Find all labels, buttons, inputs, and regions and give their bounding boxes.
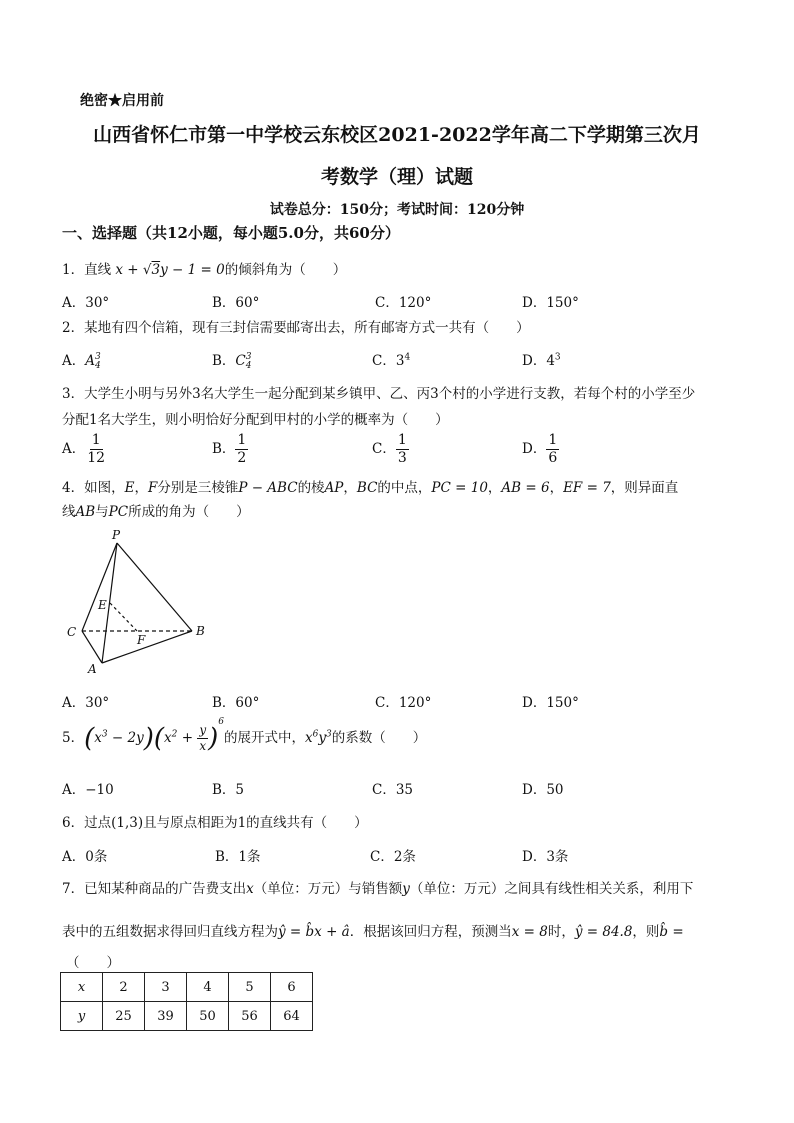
fraction-numerator: 1 bbox=[91, 432, 101, 448]
q1-option-d[interactable]: D．150° bbox=[522, 295, 579, 311]
question-7-line1 bbox=[62, 877, 693, 897]
vertex-label-b: B bbox=[196, 624, 205, 638]
q4-text: 所成的角为（ ） bbox=[128, 504, 250, 520]
table-cell: 6 bbox=[271, 973, 313, 1002]
q4-eq-ab: AB = 6 bbox=[501, 480, 550, 496]
table-cell: 56 bbox=[229, 1002, 271, 1031]
q5-mid: 的展开式中， bbox=[223, 730, 305, 746]
q7-sym-x: x bbox=[246, 881, 254, 897]
table-cell: 39 bbox=[145, 1002, 187, 1031]
q4-option-d[interactable]: D．150° bbox=[522, 695, 579, 711]
q2-option-a-label: A． bbox=[62, 353, 86, 369]
q4-sym-pabc: P − ABC bbox=[238, 480, 298, 496]
table-cell: 4 bbox=[187, 973, 229, 1002]
table-cell: 64 bbox=[271, 1002, 313, 1031]
question-3-line1: 3．大学生小明与另外3名大学生一起分配到某乡镇甲、乙、丙3个村的小学进行支教，若每个村的小学至少 bbox=[62, 386, 696, 402]
point-label-e: E bbox=[98, 598, 107, 612]
table-cell: 25 bbox=[103, 1002, 145, 1031]
q3-option-b-label: B． bbox=[212, 441, 236, 457]
q1-option-c[interactable]: C．120° bbox=[375, 295, 432, 311]
edge-ab bbox=[102, 631, 192, 663]
table-cell: y bbox=[61, 1002, 103, 1031]
confidential-mark: 绝密★启用前 bbox=[80, 93, 164, 109]
q4-sym-f: F bbox=[147, 480, 158, 496]
q2-option-b-expr: C 3 4 bbox=[235, 351, 252, 371]
exam-title-line2: 考数学（理）试题 bbox=[320, 166, 473, 188]
q6-option-d[interactable]: D．3条 bbox=[522, 849, 569, 865]
question-6: 6．过点(1,3)且与原点相距为1的直线共有（ ） bbox=[62, 815, 368, 831]
q7-text: ，则 bbox=[632, 924, 660, 940]
exam-title-line1: 山西省怀仁市第一中学校云东校区2021-2022学年高二下学期第三次月 bbox=[93, 124, 701, 146]
edge-ca bbox=[82, 631, 102, 663]
q4-option-a[interactable]: A．30° bbox=[62, 695, 110, 711]
q7-text: （单位：万元）与销售额 bbox=[253, 881, 403, 897]
question-7-line2 bbox=[62, 920, 684, 940]
q5-post: 的系数（ ） bbox=[331, 730, 427, 746]
q4-eq-ef: EF = 7 bbox=[563, 480, 611, 496]
edge-pb bbox=[117, 543, 192, 631]
q7-text: 时， bbox=[547, 924, 575, 940]
fraction-denominator: 3 bbox=[397, 450, 407, 466]
q1-option-a[interactable]: A．30° bbox=[62, 295, 110, 311]
q4-sym-bc: BC bbox=[356, 480, 378, 496]
q6-option-a[interactable]: A．0条 bbox=[62, 849, 108, 865]
table-row bbox=[61, 973, 313, 1002]
q4-text: ， bbox=[487, 480, 502, 496]
q2-option-c-label: C． bbox=[372, 353, 396, 369]
q2-option-b-label: B． bbox=[212, 353, 236, 369]
fraction-denominator: 2 bbox=[237, 450, 247, 466]
q2-option-a[interactable] bbox=[62, 349, 101, 371]
q4-text: 与 bbox=[95, 504, 109, 520]
q7-sym-y: y bbox=[402, 881, 410, 897]
q5-option-d[interactable]: D．50 bbox=[522, 782, 564, 798]
q3-option-c-label: C． bbox=[372, 441, 396, 457]
q2-option-c[interactable] bbox=[372, 349, 410, 369]
q3-option-d-label: D． bbox=[522, 441, 547, 457]
q1-option-b[interactable]: B．60° bbox=[212, 295, 260, 311]
q4-sym-e: E bbox=[124, 480, 135, 496]
q4-text: 的棱 bbox=[297, 480, 325, 496]
q3-option-a-label: A． bbox=[62, 441, 86, 457]
q2-option-d[interactable] bbox=[522, 349, 561, 369]
q3-option-b-fraction bbox=[235, 432, 248, 467]
pyramid-figure bbox=[62, 525, 222, 680]
fraction-numerator: 1 bbox=[548, 432, 558, 448]
q4-option-b[interactable]: B．60° bbox=[212, 695, 260, 711]
q3-option-c[interactable] bbox=[372, 432, 409, 467]
q7-text: ．根据该回归方程，预测当 bbox=[349, 924, 512, 940]
q5-option-a[interactable]: A．−10 bbox=[62, 782, 114, 798]
q4-sym-ab: AB bbox=[75, 504, 96, 520]
table-cell: 3 bbox=[145, 973, 187, 1002]
table-cell: 50 bbox=[187, 1002, 229, 1031]
q5-option-b[interactable]: B．5 bbox=[212, 782, 245, 798]
q7-regression-equation: ŷ = b̂x + â bbox=[278, 924, 350, 940]
q5-option-c[interactable]: C．35 bbox=[372, 782, 414, 798]
table-row bbox=[61, 1002, 313, 1031]
table-cell: 2 bbox=[103, 973, 145, 1002]
q3-option-b[interactable] bbox=[212, 432, 248, 467]
question-1 bbox=[62, 258, 346, 278]
q3-option-a-fraction bbox=[85, 432, 107, 467]
q4-text: ， bbox=[134, 480, 148, 496]
segment-ef-hidden bbox=[110, 603, 137, 631]
q5-term: $x^6y^3$ bbox=[304, 729, 332, 746]
q4-option-c[interactable]: C．120° bbox=[375, 695, 432, 711]
q4-text: 的中点， bbox=[377, 480, 432, 496]
fraction-numerator: 1 bbox=[397, 432, 407, 448]
q1-equation: x + √3y − 1 = 0 bbox=[115, 262, 225, 278]
q4-eq-pc: PC = 10 bbox=[431, 480, 488, 496]
q5-number: 5． bbox=[62, 730, 85, 746]
q6-option-c[interactable]: C．2条 bbox=[370, 849, 416, 865]
q2-option-d-label: D． bbox=[522, 353, 547, 369]
q4-sym-pc: PC bbox=[108, 504, 129, 520]
data-table bbox=[60, 972, 313, 1031]
q4-sym-ap: AP bbox=[324, 480, 344, 496]
q2-option-b[interactable] bbox=[212, 349, 252, 371]
q7-eq-x: x = 8 bbox=[511, 924, 548, 940]
q3-option-a[interactable] bbox=[62, 432, 107, 467]
table-cell: 5 bbox=[229, 973, 271, 1002]
question-3-line2: 分配1名大学生，则小明恰好分配到甲村的小学的概率为（ ） bbox=[62, 412, 449, 428]
section-heading: 一、选择题（共12小题，每小题5.0分，共60分） bbox=[62, 224, 400, 242]
q7-text: 7．已知某种商品的广告费支出 bbox=[62, 881, 247, 897]
question-7-line3: （ ） bbox=[66, 955, 120, 971]
q4-text: ， bbox=[343, 480, 357, 496]
q2-option-a-expr: A 3 4 bbox=[85, 351, 101, 371]
vertex-label-c: C bbox=[67, 625, 77, 639]
q1-post: 的倾斜角为（ ） bbox=[224, 262, 347, 278]
q3-option-d-fraction bbox=[546, 432, 559, 467]
q3-option-d[interactable] bbox=[522, 432, 559, 467]
q5-expression: $(x^3 - 2y)(x^2$ + $\frac{y}{x}$ )$^6$ bbox=[84, 717, 224, 754]
q4-text: ， bbox=[549, 480, 564, 496]
q7-text: （单位：万元）之间具有线性相关关系，利用下 bbox=[409, 881, 694, 897]
vertex-label-a: A bbox=[88, 662, 97, 676]
point-label-f: F bbox=[137, 633, 146, 647]
q7-eq-y: ŷ = 84.8 bbox=[574, 924, 633, 940]
q2-option-d-expr: $4^3$ bbox=[546, 352, 561, 369]
fraction-denominator: 6 bbox=[548, 450, 558, 466]
q1-pre: 直线 bbox=[84, 262, 112, 278]
q1-number: 1． bbox=[62, 262, 85, 278]
table-cell: x bbox=[61, 973, 103, 1002]
q3-option-c-fraction bbox=[396, 432, 409, 467]
q4-text: ，则异面直 bbox=[610, 480, 679, 496]
fraction-numerator: 1 bbox=[237, 432, 247, 448]
q6-option-b[interactable]: B．1条 bbox=[215, 849, 261, 865]
q2-option-c-expr: $3^4$ bbox=[395, 352, 411, 369]
fraction-denominator: 12 bbox=[87, 450, 106, 466]
exam-info: 试卷总分：150分；考试时间：120分钟 bbox=[269, 202, 525, 218]
q7-text: 表中的五组数据求得回归直线方程为 bbox=[62, 924, 278, 940]
question-2: 2．某地有四个信箱，现有三封信需要邮寄出去，所有邮寄方式一共有（ ） bbox=[62, 320, 530, 336]
q7-b-hat: b̂ = bbox=[659, 924, 684, 940]
q4-text: 4．如图， bbox=[62, 480, 125, 496]
question-4-line1 bbox=[62, 476, 678, 496]
q4-text: 线 bbox=[62, 504, 76, 520]
vertex-label-p: P bbox=[112, 528, 121, 542]
q4-text: 分别是三棱锥 bbox=[157, 480, 239, 496]
question-5 bbox=[62, 717, 427, 754]
question-4-line2 bbox=[62, 500, 250, 520]
